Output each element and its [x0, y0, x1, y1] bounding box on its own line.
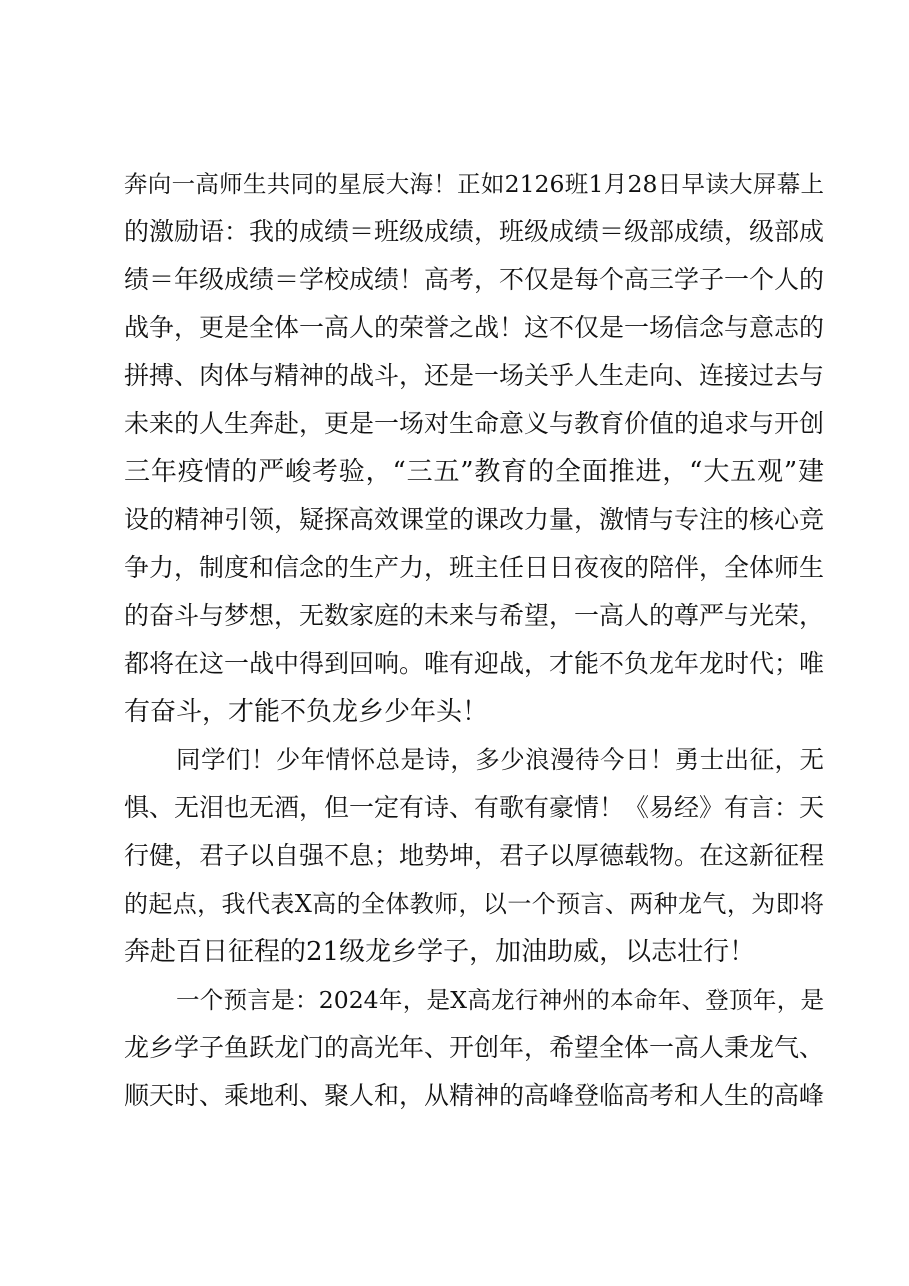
paragraph-3-line-2: 龙乡学子鱼跃龙门的高光年、开创年，希望全体一高人秉龙气、	[124, 1033, 825, 1062]
paragraph-1-line-9: 争力，制度和信念的生产力，班主任日日夜夜的陪伴，全体师生	[124, 553, 825, 582]
paragraph-1-line-3: 绩＝年级成绩＝学校成绩！高考，不仅是每个高三学子一个人的	[124, 265, 825, 294]
paragraph-1-line-5: 拼搏、肉体与精神的战斗，还是一场关乎人生走向、连接过去与	[124, 361, 825, 390]
paragraph-2-line-3: 行健，君子以自强不息；地势坤，君子以厚德载物。在这新征程	[124, 841, 825, 870]
paragraph-1-line-10: 的奋斗与梦想，无数家庭的未来与希望，一高人的尊严与光荣，	[124, 601, 825, 630]
paragraph-2-line-2: 惧、无泪也无酒，但一定有诗、有歌有豪情！《易经》有言：天	[124, 793, 825, 822]
paragraph-3-line-3: 顺天时、乘地利、聚人和，从精神的高峰登临高考和人生的高峰	[124, 1081, 825, 1110]
paragraph-1-line-11: 都将在这一战中得到回响。唯有迎战，才能不负龙年龙时代；唯	[124, 649, 825, 678]
paragraph-2-line-4: 的起点，我代表X高的全体教师，以一个预言、两种龙气，为即将	[124, 890, 824, 918]
paragraph-1-line-4: 战争，更是全体一高人的荣誉之战！这不仅是一场信念与意志的	[124, 313, 825, 342]
paragraph-1-line-1: 奔向一高师生共同的星辰大海！正如2126班1月28日早读大屏幕上	[124, 170, 824, 198]
paragraph-1-line-6: 未来的人生奔赴，更是一场对生命意义与教育价值的追求与开创	[124, 409, 825, 438]
paragraph-2-line-5: 奔赴百日征程的21级龙乡学子，加油助威，以志壮行！	[124, 937, 756, 967]
paragraph-1-line-7: 三年疫情的严峻考验，“三五”教育的全面推进，“大五观”建	[124, 457, 824, 487]
body-text	[124, 160, 824, 1120]
paragraph-2-line-1: 同学们！少年情怀总是诗，多少浪漫待今日！勇士出征，无	[176, 745, 824, 774]
paragraph-1-line-2: 的激励语：我的成绩＝班级成绩，班级成绩＝级部成绩，级部成	[124, 217, 825, 246]
paragraph-3-line-1: 一个预言是：2024年，是X高龙行神州的本命年、登顶年，是	[176, 986, 824, 1014]
paragraph-1-line-8: 设的精神引领，疑探高效课堂的课改力量，激情与专注的核心竞	[124, 505, 825, 534]
paragraph-1-line-12: 有奋斗，才能不负龙乡少年头！	[124, 697, 489, 727]
